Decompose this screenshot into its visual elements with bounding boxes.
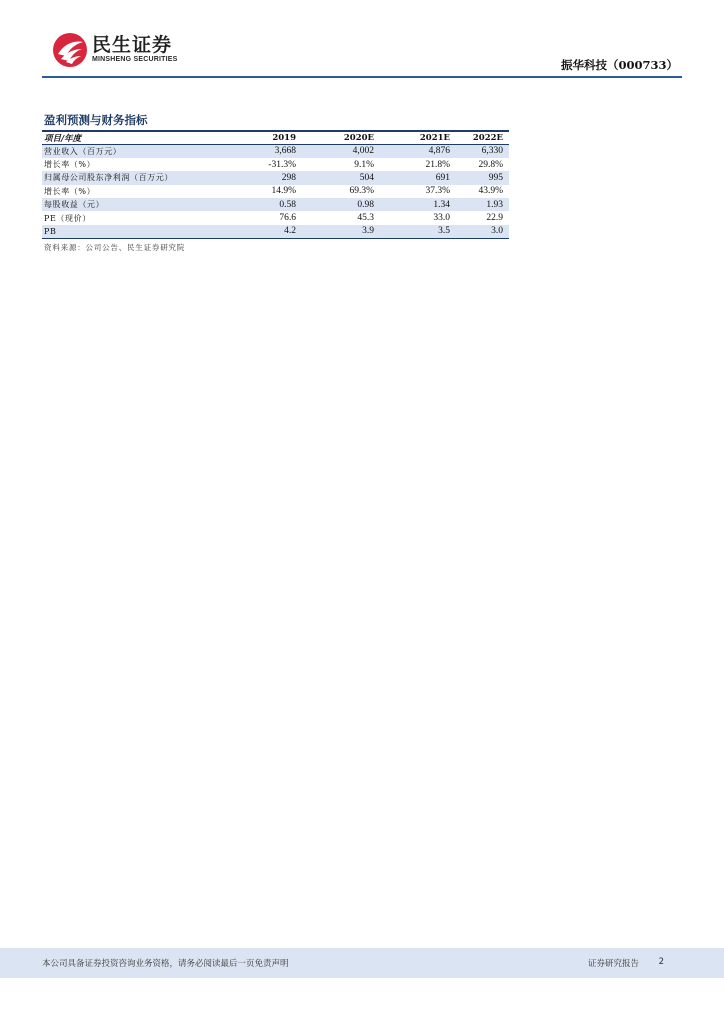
table-header-row [42,132,509,145]
company-ticker-title: 振华科技（000733） [560,58,678,72]
logo-english-name: MINSHENG SECURITIES [92,56,178,63]
column-header-item: 项目/年度 [42,132,232,145]
table-cell: 43.9% [478,186,503,197]
row-label: 增长率（%） [44,160,96,170]
page-number: 2 [658,957,664,967]
company-logo [52,32,177,68]
table-row [42,171,509,184]
report-type-label: 证券研究报告 [587,959,639,969]
row-label: 增长率（%） [44,186,96,196]
table-cell: -31.3% [268,159,296,170]
column-header-2022e: 2022E [456,132,509,145]
table-cell: 3.9 [302,225,380,238]
table-cell: 9.1% [354,159,374,170]
column-header-2021e: 2021E [380,132,456,145]
table-row [42,211,509,224]
table-cell: 995 [456,171,509,184]
table-row [42,198,509,211]
header-divider [42,76,682,78]
table-cell: 29.8% [478,159,503,170]
table-cell: 22.9 [486,213,503,224]
table-row [42,158,509,171]
table-cell: 1.93 [456,198,509,211]
table-cell: 0.58 [232,198,302,211]
row-label: PB [42,225,232,238]
row-label: 营业收入（百万元） [42,145,232,158]
financial-forecast-table [42,132,509,239]
table-cell: 45.3 [357,213,374,224]
table-cell: 69.3% [349,186,374,197]
row-label: PE（现价） [44,213,91,223]
table-cell: 4.2 [232,225,302,238]
table-cell: 1.34 [380,198,456,211]
logo-chinese-name: 民生证券 [92,34,173,56]
table-title: 盈利预测与财务指标 [44,113,148,127]
table-row [42,145,509,158]
row-label: 每股收益（元） [42,198,232,211]
table-cell: 3.5 [380,225,456,238]
data-source-note: 资料来源：公司公告、民生证券研究院 [44,242,186,252]
page-header [42,30,682,78]
table-cell: 76.6 [279,213,296,224]
table-cell: 14.9% [271,186,296,197]
table-cell: 37.3% [425,186,450,197]
table-cell: 4,002 [302,145,380,158]
table-cell: 21.8% [425,159,450,170]
disclaimer-notice: 本公司具备证券投资咨询业务资格，请务必阅读最后一页免责声明 [42,959,289,969]
table-cell: 691 [380,171,456,184]
page-footer [0,948,724,978]
table-cell: 6,330 [456,145,509,158]
minsheng-logo-icon [52,32,88,68]
column-header-2020e: 2020E [302,132,380,145]
forecast-section [42,112,509,253]
row-label: 归属母公司股东净利润（百万元） [42,171,232,184]
column-header-2019: 2019 [232,132,302,145]
table-row [42,225,509,238]
table-cell: 33.0 [433,213,450,224]
table-cell: 4,876 [380,145,456,158]
logo-wordmark [92,35,177,65]
table-row [42,185,509,198]
table-cell: 3.0 [456,225,509,238]
table-cell: 504 [302,171,380,184]
table-cell: 3,668 [232,145,302,158]
table-cell: 298 [232,171,302,184]
table-cell: 0.98 [302,198,380,211]
